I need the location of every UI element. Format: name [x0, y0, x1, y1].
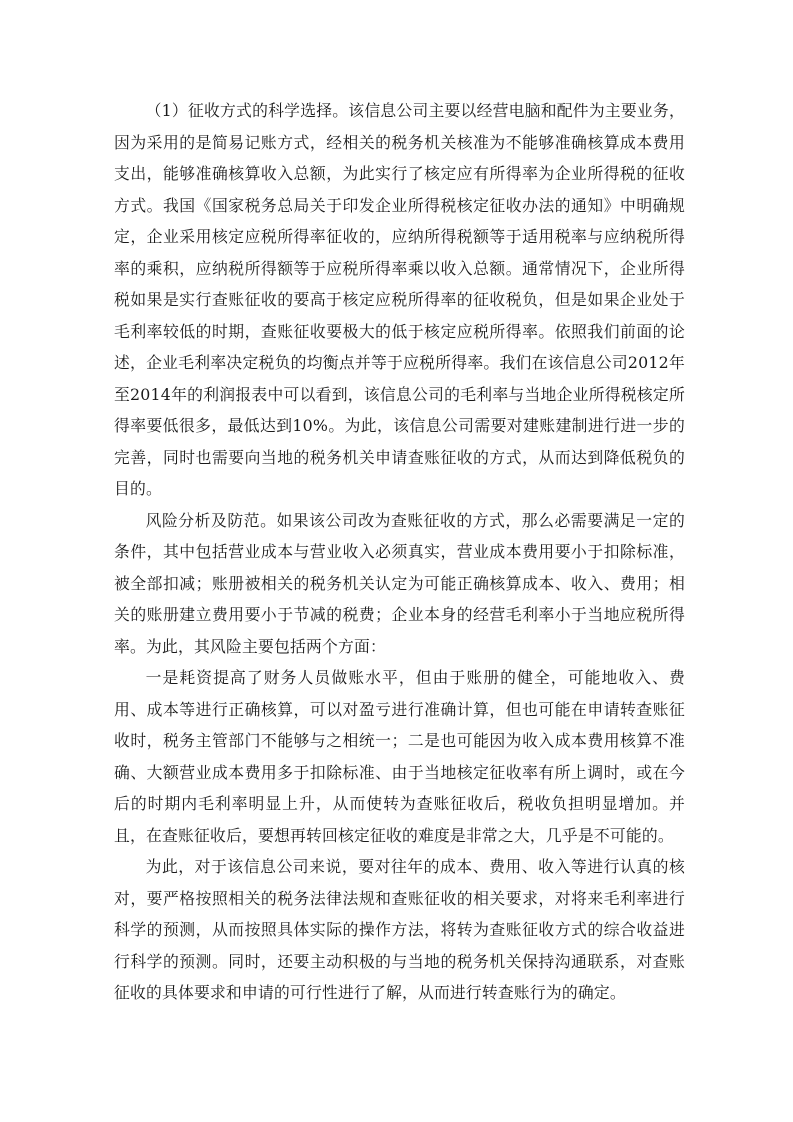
paragraph-risk-analysis: 风险分析及防范。如果该公司改为查账征收的方式，那么必需要满足一定的条件，其中包括营业成本与营业收入必须真实，营业成本费用要小于扣除标准，被全部扣减；账册被相关的税务机关认定为可能正确核算成本、收入、费用；相关的账册建立费用要小于节减的税费；企业本身的经营毛利率小于当地应税所得率。为此，其风险主要包括两个方面： [114, 510, 685, 656]
paragraph-risk-one-two: 一是耗资提高了财务人员做账水平，但由于账册的健全，可能地收入、费用、成本等进行正确核算，可以对盈亏进行准确计算，但也可能在申请转查账征收时，税务主管部门不能够与之相统一；二是也可能因为收入成本费用核算不准确、大额营业成本费用多于扣除标准、由于当地核定征收率有所上调时，或在今后的时期内毛利率明显上升，从而使转为查账征收后，税收负担明显增加。并且，在查账征收后，要想再转回核定征收的难度是非常之大，几乎是不可能的。 [114, 668, 685, 845]
paragraph-collection-method: （1）征收方式的科学选择。该信息公司主要以经营电脑和配件为主要业务，因为采用的是简易记账方式，经相关的税务机关核准为不能够准确核算成本费用支出，能够准确核算收入总额，为此实行了核定应有所得率为企业所得税的征收方式。我国《国家税务总局关于印发企业所得税核定征收办法的通知》中明确规定，企业采用核定应税所得率征收的，应纳所得税额等于适用税率与应纳税所得率的乘积，应纳税所得额等于应税所得率乘以收入总额。通常情况下，企业所得税如果是实行查账征收的要高于核定应税所得率的征收税负，但是如果企业处于毛利率较低的时期，查账征收要极大的低于核定应税所得率。依照我们前面的论述，企业毛利率决定税负的均衡点并等于应税所得率。我们在该信息公司2012年至2014年的利润报表中可以看到，该信息公司的毛利率与当地企业所得税核定所得率要低很多，最低达到10%。为此，该信息公司需要对建账建制进行进一步的完善，同时也需要向当地的税务机关申请查账征收的方式，从而达到降低税负的目的。 [114, 101, 685, 498]
paragraph-conclusion: 为此，对于该信息公司来说，要对往年的成本、费用、收入等进行认真的核对，要严格按照相关的税务法律法规和查账征收的相关要求，对将来毛利率进行科学的预测，从而按照具体实际的操作方法，将转为查账征收方式的综合收益进行科学的预测。同时，还要主动积极的与当地的税务机关保持沟通联系，对查账征收的具体要求和申请的可行性进行了解，从而进行转查账行为的确定。 [114, 857, 685, 1002]
document-body [114, 95, 685, 1009]
